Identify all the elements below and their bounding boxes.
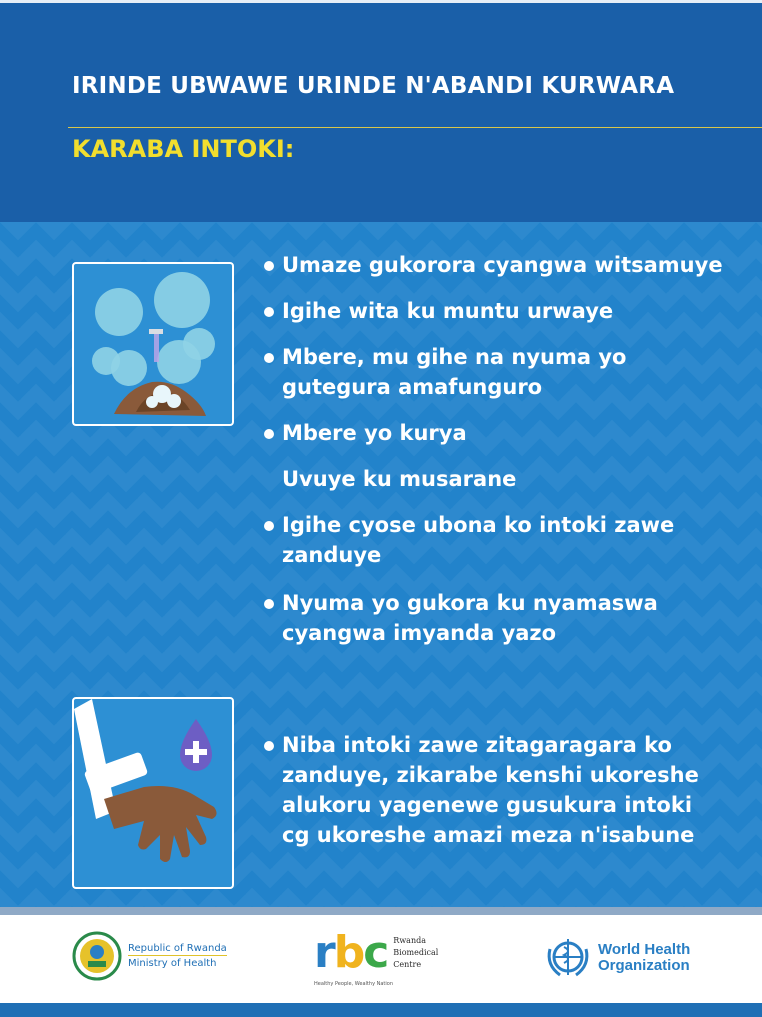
list-item-continuation: alukoru yagenewe gusukura intoki <box>282 793 693 817</box>
rbc-tagline: Healthy People, Wealthy Nation <box>314 981 393 987</box>
who-name-line2: Organization <box>598 957 690 974</box>
list-item: Umaze gukorora cyangwa witsamuye <box>262 250 723 280</box>
hand-washing-icon <box>72 262 234 426</box>
rbc-letter-b: b <box>333 927 364 978</box>
footer-stripe <box>0 907 762 915</box>
list-item-continuation: cyangwa imyanda yazo <box>282 621 557 645</box>
rwanda-moh-logo <box>72 931 227 981</box>
who-name-line1: World Health <box>598 941 691 958</box>
list-item-continuation: cg ukoreshe amazi meza n'isabune <box>282 823 695 847</box>
list-item: Nyuma yo gukora ku nyamaswa <box>262 588 723 618</box>
rbc-side-line2: Biomedical <box>393 948 439 957</box>
rbc-side-line3: Centre <box>393 960 422 969</box>
list-item-continuation: zanduye <box>282 543 382 567</box>
poster-subtitle: KARABA INTOKI: <box>72 135 295 163</box>
list-item: Mbere, mu gihe na nyuma yo <box>262 342 723 372</box>
list-item-continuation: gutegura amafunguro <box>282 375 543 399</box>
list-item: Niba intoki zawe zitagaragara ko <box>262 730 699 760</box>
footer-bottom-stripe <box>0 1003 762 1017</box>
when-to-wash-list <box>262 250 723 648</box>
who-logo <box>544 935 690 981</box>
sanitizer-list <box>262 730 699 850</box>
rwanda-seal-icon <box>72 931 122 981</box>
hand-sanitizer-icon <box>72 697 234 889</box>
rwanda-ministry-label: Ministry of Health <box>128 955 227 970</box>
poster-title: IRINDE UBWAWE URINDE N'ABANDI KURWARA <box>72 73 675 99</box>
list-item-continuation: zanduye, zikarabe kenshi ukoreshe <box>282 763 699 787</box>
rbc-letter-c: c <box>363 927 388 978</box>
rbc-letter-r: r <box>314 927 334 978</box>
header-band <box>0 0 762 225</box>
list-item: Mbere yo kurya <box>262 418 723 448</box>
list-item: Igihe wita ku muntu urwaye <box>262 296 723 326</box>
footer-logos <box>0 915 762 1003</box>
rbc-logo <box>314 927 439 987</box>
list-item: Igihe cyose ubona ko intoki zawe <box>262 510 723 540</box>
title-divider <box>68 127 762 128</box>
who-emblem-icon <box>544 935 592 981</box>
rwanda-republic-label: Republic of Rwanda <box>128 943 227 954</box>
list-item-plain: Uvuye ku musarane <box>282 467 517 491</box>
rbc-side-line1: Rwanda <box>393 936 426 945</box>
